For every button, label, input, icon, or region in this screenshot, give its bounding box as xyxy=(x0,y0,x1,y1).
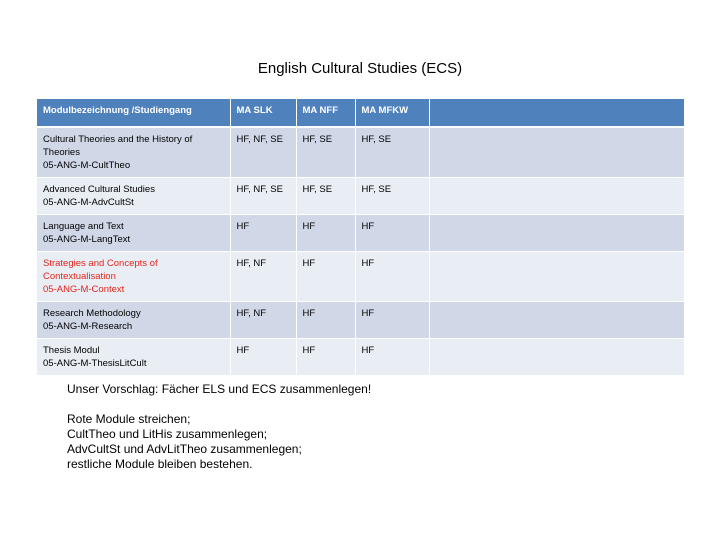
ma-nff-cell: HF xyxy=(296,215,355,252)
module-code: 05-ANG-M-CultTheo xyxy=(43,160,131,171)
note-line: Rote Module streichen; xyxy=(67,412,191,426)
table-row xyxy=(37,215,684,252)
ma-nff-cell: HF, SE xyxy=(296,127,355,178)
header-ma-mfkw: MA MFKW xyxy=(355,99,429,127)
module-cell xyxy=(37,127,230,178)
module-code: 05-ANG-M-Research xyxy=(43,321,133,332)
module-cell xyxy=(37,302,230,339)
empty-cell xyxy=(429,178,684,215)
module-name: Strategies and Concepts of Contextualisation xyxy=(43,258,158,282)
ma-nff-cell: HF xyxy=(296,302,355,339)
module-table xyxy=(37,99,685,376)
module-code: 05-ANG-M-AdvCultSt xyxy=(43,197,134,208)
module-cell xyxy=(37,178,230,215)
ma-mfkw-cell: HF, SE xyxy=(355,178,429,215)
module-name: Cultural Theories and the History of Theories xyxy=(43,134,193,158)
table-row xyxy=(37,178,684,215)
header-empty xyxy=(429,99,684,127)
ma-slk-cell: HF, NF xyxy=(230,302,296,339)
ma-mfkw-cell: HF, SE xyxy=(355,127,429,178)
module-name: Advanced Cultural Studies xyxy=(43,184,155,195)
ma-slk-cell: HF xyxy=(230,339,296,376)
module-name: Research Methodology xyxy=(43,308,141,319)
note-line: restliche Module bleiben bestehen. xyxy=(67,457,253,471)
slide-title: English Cultural Studies (ECS) xyxy=(257,60,463,77)
ma-mfkw-cell: HF xyxy=(355,215,429,252)
note-line: AdvCultSt und AdvLitTheo zusammenlegen; xyxy=(67,442,302,456)
proposal-note xyxy=(67,382,371,472)
ma-slk-cell: HF, NF, SE xyxy=(230,127,296,178)
module-name: Language and Text xyxy=(43,221,124,232)
empty-cell xyxy=(429,302,684,339)
empty-cell xyxy=(429,127,684,178)
ma-mfkw-cell: HF xyxy=(355,302,429,339)
table-row xyxy=(37,339,684,376)
table-row xyxy=(37,252,684,302)
proposal-line: Unser Vorschlag: Fächer ELS und ECS zusammenlegen! xyxy=(67,382,372,396)
ma-nff-cell: HF, SE xyxy=(296,178,355,215)
header-module: Modulbezeichnung /Studiengang xyxy=(37,99,230,127)
ma-slk-cell: HF, NF xyxy=(230,252,296,302)
ma-mfkw-cell: HF xyxy=(355,252,429,302)
module-name: Thesis Modul xyxy=(43,345,100,356)
table-header-row xyxy=(37,99,684,127)
module-code: 05-ANG-M-ThesisLitCult xyxy=(43,358,147,369)
module-cell xyxy=(37,252,230,302)
header-ma-slk: MA SLK xyxy=(230,99,296,127)
ma-mfkw-cell: HF xyxy=(355,339,429,376)
empty-cell xyxy=(429,215,684,252)
module-code: 05-ANG-M-Context xyxy=(43,284,125,295)
ma-slk-cell: HF xyxy=(230,215,296,252)
empty-cell xyxy=(429,252,684,302)
empty-cell xyxy=(429,339,684,376)
note-line: CultTheo und LitHis zusammenlegen; xyxy=(67,427,268,441)
module-cell xyxy=(37,339,230,376)
ma-nff-cell: HF xyxy=(296,339,355,376)
table-row xyxy=(37,127,684,178)
table-row xyxy=(37,302,684,339)
module-code: 05-ANG-M-LangText xyxy=(43,234,131,245)
ma-slk-cell: HF, NF, SE xyxy=(230,178,296,215)
module-cell xyxy=(37,215,230,252)
header-ma-nff: MA NFF xyxy=(296,99,355,127)
ma-nff-cell: HF xyxy=(296,252,355,302)
